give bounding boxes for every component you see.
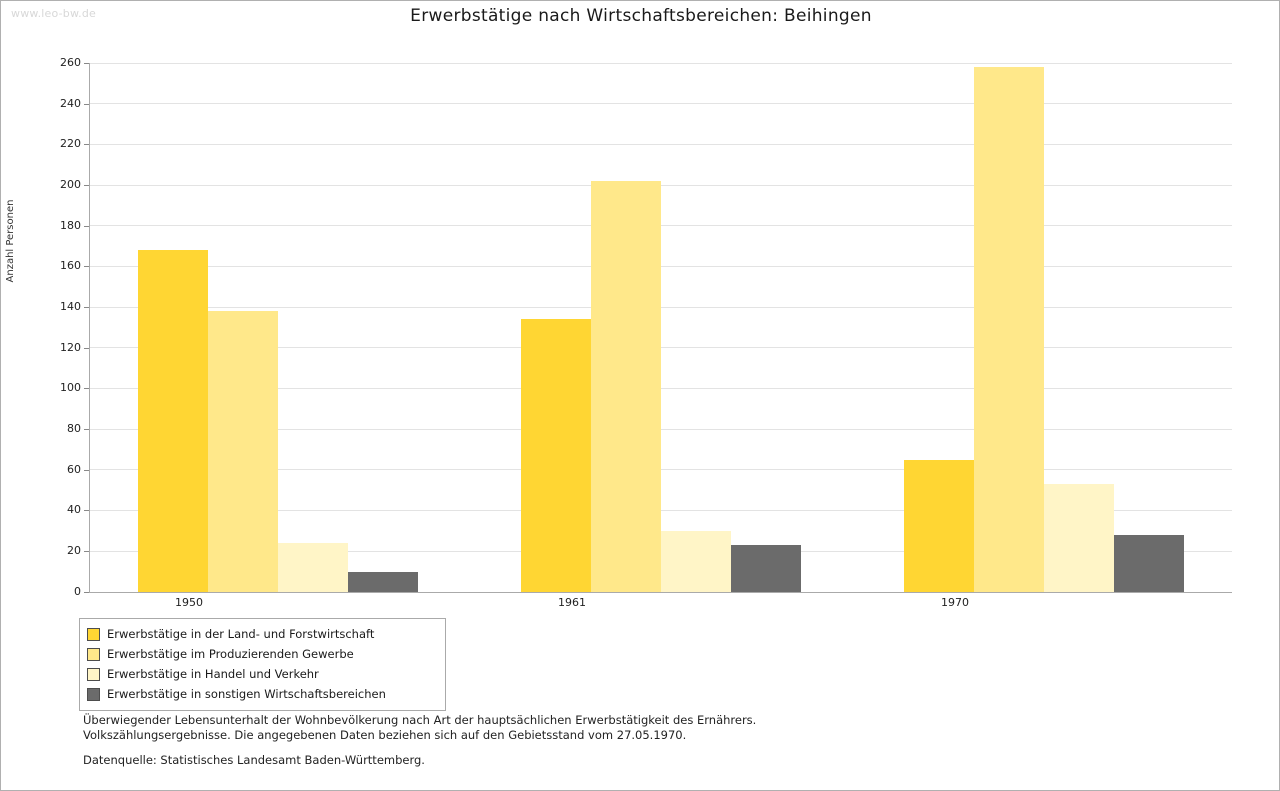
gridline [90,103,1232,104]
y-axis-title: Anzahl Personen [5,199,16,283]
site-watermark: www.leo-bw.de [11,7,97,20]
x-group-label-1950: 1950 [175,596,203,609]
bar-1970-sonstige-bereiche[interactable] [1114,535,1184,592]
legend-label: Erwerbstätige in der Land- und Forstwirtschaft [107,627,375,641]
footnotes [83,713,1083,743]
y-tick-label: 260 [60,56,81,69]
y-tick-label: 160 [60,259,81,272]
bar-1950-handel-verkehr[interactable] [278,543,348,592]
legend-item-handel-verkehr[interactable] [87,664,438,684]
legend-swatch-icon [87,628,100,641]
y-tick-label: 140 [60,300,81,313]
bar-1961-land-forstwirtschaft[interactable] [521,319,591,592]
legend-swatch-icon [87,648,100,661]
bar-1970-land-forstwirtschaft[interactable] [904,460,974,592]
y-tick-label: 80 [67,422,81,435]
x-group-label-1961: 1961 [558,596,586,609]
y-tick-label: 220 [60,137,81,150]
gridline [90,307,1232,308]
y-tick-label: 100 [60,381,81,394]
gridline [90,144,1232,145]
gridline [90,63,1232,64]
legend-item-sonstige-bereiche[interactable] [87,684,438,704]
page-title: Erwerbstätige nach Wirtschaftsbereichen: Beihingen [410,6,872,26]
legend-label: Erwerbstätige im Produzierenden Gewerbe [107,647,354,661]
y-tick-label: 40 [67,503,81,516]
legend-item-land-forstwirtschaft[interactable] [87,624,438,644]
bar-1961-handel-verkehr[interactable] [661,531,731,592]
legend-label: Erwerbstätige in sonstigen Wirtschaftsbereichen [107,687,386,701]
footnote-line-2: Volkszählungsergebnisse. Die angegebenen Daten beziehen sich auf den Gebietsstand vom 27.05.1970. [83,728,687,742]
data-source-note: Datenquelle: Statistisches Landesamt Baden-Württemberg. [83,753,425,767]
gridline [90,266,1232,267]
x-group-label-1970: 1970 [941,596,969,609]
y-tick-label: 240 [60,97,81,110]
bar-1950-land-forstwirtschaft[interactable] [138,250,208,592]
y-tick-label: 0 [74,585,81,598]
y-tick-label: 60 [67,463,81,476]
legend-swatch-icon [87,688,100,701]
legend-swatch-icon [87,668,100,681]
legend-item-produzierendes-gewerbe[interactable] [87,644,438,664]
y-tick-label: 120 [60,341,81,354]
bar-1950-produzierendes-gewerbe[interactable] [208,311,278,592]
chart-legend [79,618,446,711]
legend-label: Erwerbstätige in Handel und Verkehr [107,667,319,681]
y-tick-label: 200 [60,178,81,191]
bar-1950-sonstige-bereiche[interactable] [348,572,418,592]
gridline [90,185,1232,186]
y-tick-label: 20 [67,544,81,557]
bar-1961-produzierendes-gewerbe[interactable] [591,181,661,592]
plot-area [89,63,1232,593]
y-tick-label: 180 [60,219,81,232]
footnote-line-1: Überwiegender Lebensunterhalt der Wohnbevölkerung nach Art der hauptsächlichen Erwerbstätigkeit des Ernährers. [83,713,757,727]
bar-1970-handel-verkehr[interactable] [1044,484,1114,592]
bar-1961-sonstige-bereiche[interactable] [731,545,801,592]
gridline [90,225,1232,226]
bar-1970-produzierendes-gewerbe[interactable] [974,67,1044,592]
